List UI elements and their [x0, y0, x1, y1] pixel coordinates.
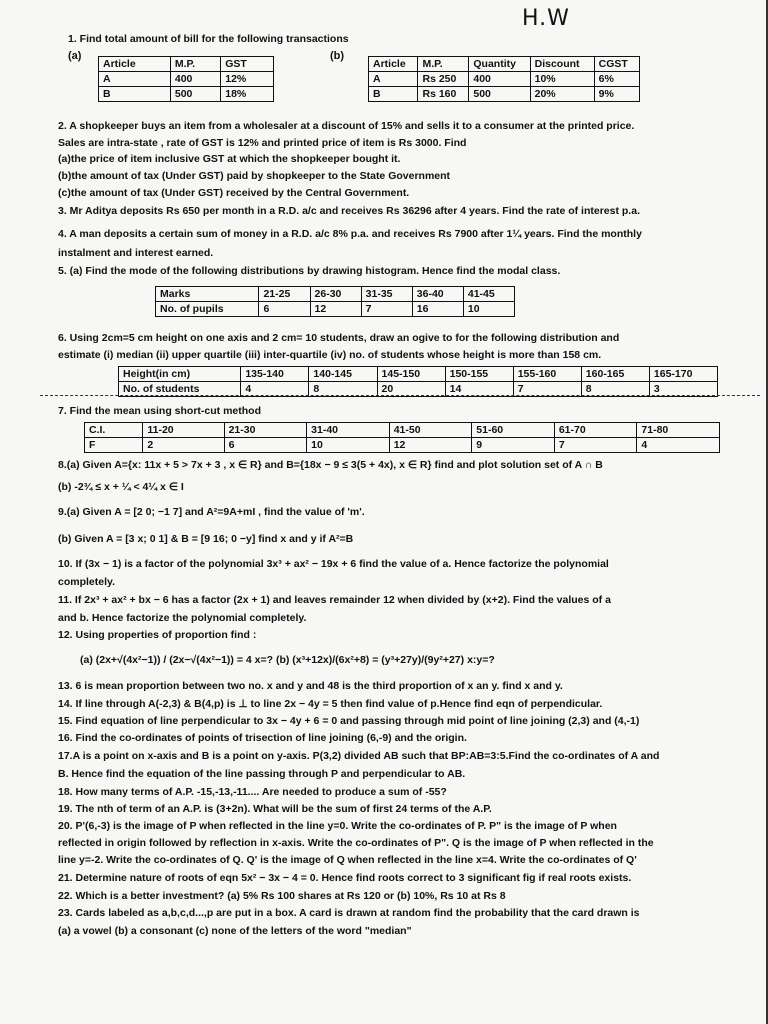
table-cell: 3 [649, 382, 717, 397]
table-cell: 9 [472, 438, 555, 453]
header-cell: Discount [530, 57, 594, 72]
table-cell: 31-35 [361, 287, 412, 302]
q17-line1: 17.A is a point on x-axis and B is a point on y-axis. P(3,2) divided AB such that BP:AB=3:5.Find the co-ordinates of A and [58, 750, 660, 762]
table-row [119, 367, 718, 382]
q1-title: 1. Find total amount of bill for the following transactions [68, 33, 349, 45]
table-cell: B [369, 87, 418, 102]
table-cell: No. of students [119, 382, 241, 397]
table-cell: 41-45 [463, 287, 514, 302]
q7-line: 7. Find the mean using short-cut method [58, 405, 262, 417]
table-cell: 21-30 [224, 423, 307, 438]
table-cell: 6% [594, 72, 639, 87]
q1a-table [98, 56, 274, 102]
q5-line: 5. (a) Find the mode of the following distributions by drawing histogram. Hence find the modal class. [58, 265, 561, 277]
table-cell: 12 [310, 302, 361, 317]
q20-line1: 20. P'(6,-3) is the image of P when reflected in the line y=0. Write the co-ordinates of P. P" is the image of P when [58, 820, 617, 832]
table-cell: 71-80 [637, 423, 720, 438]
q23-line2: (a) a vowel (b) a consonant (c) none of the letters of the word "median" [58, 925, 412, 937]
table-cell: 4 [637, 438, 720, 453]
table-cell: 36-40 [412, 287, 463, 302]
table-cell: 7 [554, 438, 637, 453]
table-cell: 26-30 [310, 287, 361, 302]
table-row [369, 72, 640, 87]
table-cell: 140-145 [309, 367, 377, 382]
q20-line2: reflected in origin followed by reflection in x-axis. Write the co-ordinates of P". Q is the image of P when reflected in the [58, 837, 654, 849]
ci-table [84, 422, 720, 453]
q3-line: 3. Mr Aditya deposits Rs 650 per month in a R.D. a/c and receives Rs 36296 after 4 years. Find the rate of interest p.a. [58, 205, 640, 217]
q12-parts: (a) (2x+√(4x²−1)) / (2x−√(4x²−1)) = 4 x=? (b) (x³+12x)/(6x²+8) = (y³+27y)/(9y²+27) x:y=? [80, 654, 495, 666]
table-row [85, 438, 720, 453]
table-cell: 14 [445, 382, 513, 397]
table-cell: 135-140 [241, 367, 309, 382]
marks-table [155, 286, 515, 317]
table-header-row [99, 57, 274, 72]
table-cell: 7 [513, 382, 581, 397]
table-cell: 155-160 [513, 367, 581, 382]
table-row [99, 72, 274, 87]
header-cell: Quantity [469, 57, 530, 72]
table-cell: 160-165 [581, 367, 649, 382]
table-cell: 6 [259, 302, 310, 317]
table-cell: 8 [309, 382, 377, 397]
table-cell: 145-150 [377, 367, 445, 382]
table-cell: F [85, 438, 143, 453]
q21-line: 21. Determine nature of roots of eqn 5x² − 3x − 4 = 0. Hence find roots correct to 3 significant fig if real roots exists. [58, 872, 632, 884]
table-cell: 400 [469, 72, 530, 87]
q10-line2: completely. [58, 576, 115, 588]
table-cell: B [99, 87, 171, 102]
q8-line1: 8.(a) Given A={x: 11x + 5 > 7x + 3 , x ∈ R} and B={18x − 9 ≤ 3(5 + 4x), x ∈ R} find and plot solution set of A ∩ B [58, 459, 603, 471]
table-cell: 4 [241, 382, 309, 397]
q19-line: 19. The nth of term of an A.P. is (3+2n). What will be the sum of first 24 terms of the A.P. [58, 803, 492, 815]
q11-line2: and b. Hence factorize the polynomial completely. [58, 612, 307, 624]
header-cell: Article [369, 57, 418, 72]
q22-line: 22. Which is a better investment? (a) 5% Rs 100 shares at Rs 120 or (b) 10%, Rs 10 at Rs 8 [58, 890, 506, 902]
header-cell: GST [221, 57, 274, 72]
table-cell: Rs 250 [418, 72, 469, 87]
table-cell: 10% [530, 72, 594, 87]
table-header-row [369, 57, 640, 72]
q4-line2: instalment and interest earned. [58, 247, 214, 259]
table-cell: 500 [469, 87, 530, 102]
table-cell: 12 [389, 438, 472, 453]
table-cell: 16 [412, 302, 463, 317]
q2-line3: (a)the price of item inclusive GST at which the shopkeeper bought it. [58, 153, 401, 165]
hw-heading: H.W [522, 6, 570, 31]
table-cell: 10 [307, 438, 390, 453]
header-cell: CGST [594, 57, 639, 72]
q10-line1: 10. If (3x − 1) is a factor of the polynomial 3x³ + ax² − 19x + 6 find the value of a. Hence factorize the polynomial [58, 558, 609, 570]
q23-line1: 23. Cards labeled as a,b,c,d...,p are put in a box. A card is drawn at random find the probability that the card drawn is [58, 907, 640, 919]
table-cell: 165-170 [649, 367, 717, 382]
table-cell: 400 [170, 72, 220, 87]
table-cell: 7 [361, 302, 412, 317]
q6-line1: 6. Using 2cm=5 cm height on one axis and 2 cm= 10 students, draw an ogive to for the following distribution and [58, 332, 620, 344]
table-cell: Rs 160 [418, 87, 469, 102]
q20-line3: line y=-2. Write the co-ordinates of Q. Q' is the image of Q when reflected in the line x=4. Write the co-ordinates of Q' [58, 854, 637, 866]
q8-line2: (b) -2¾ ≤ x + ¼ < 4¼ x ∈ I [58, 481, 184, 493]
q6-line2: estimate (i) median (ii) upper quartile (iii) inter-quartile (iv) no. of students whose height is more than 158 cm. [58, 349, 602, 361]
table-cell: 11-20 [143, 423, 224, 438]
table-cell: A [99, 72, 171, 87]
table-cell: 10 [463, 302, 514, 317]
table-cell: 20 [377, 382, 445, 397]
table-cell: A [369, 72, 418, 87]
q2-line5: (c)the amount of tax (Under GST) received by the Central Government. [58, 187, 410, 199]
table-cell: C.I. [85, 423, 143, 438]
q9-line1: 9.(a) Given A = [2 0; −1 7] and A²=9A+mI , find the value of 'm'. [58, 506, 365, 518]
q11-line1: 11. If 2x³ + ax² + bx − 6 has a factor (2x + 1) and leaves remainder 12 when divided by (x+2). Find the values of a [58, 594, 611, 606]
table-cell: 18% [221, 87, 274, 102]
table-cell: 12% [221, 72, 274, 87]
header-cell: Article [99, 57, 171, 72]
table-row [99, 87, 274, 102]
table-row [85, 423, 720, 438]
q2-line4: (b)the amount of tax (Under GST) paid by shopkeeper to the State Government [58, 170, 451, 182]
table-cell: 500 [170, 87, 220, 102]
q16-line: 16. Find the co-ordinates of points of trisection of line joining (6,-9) and the origin. [58, 732, 467, 744]
q12-line: 12. Using properties of proportion find : [58, 629, 257, 641]
q4-line1: 4. A man deposits a certain sum of money in a R.D. a/c 8% p.a. and receives Rs 7900 after 1¼ years. Find the monthly [58, 228, 642, 240]
table-cell: 20% [530, 87, 594, 102]
q17-line2: B. Hence find the equation of the line passing through P and perpendicular to AB. [58, 768, 466, 780]
q15-line: 15. Find equation of line perpendicular to 3x − 4y + 6 = 0 and passing through mid point of line joining (2,3) and (4,-1) [58, 715, 640, 727]
table-cell: 41-50 [389, 423, 472, 438]
table-row [156, 302, 515, 317]
q2-line1: 2. A shopkeeper buys an item from a wholesaler at a discount of 15% and sells it to a consumer at the printed price. [58, 120, 635, 132]
table-cell: 31-40 [307, 423, 390, 438]
table-row [369, 87, 640, 102]
table-row [156, 287, 515, 302]
table-cell: 51-60 [472, 423, 555, 438]
q1b-table [368, 56, 640, 102]
q14-line: 14. If line through A(-2,3) & B(4,p) is ⊥ to line 2x − 4y = 5 then find value of p.Hence find eqn of perpendicular. [58, 698, 603, 710]
header-cell: M.P. [170, 57, 220, 72]
height-table [118, 366, 718, 397]
table-cell: 6 [224, 438, 307, 453]
q2-line2: Sales are intra-state , rate of GST is 12% and printed price of item is Rs 3000. Find [58, 137, 467, 149]
table-cell: 8 [581, 382, 649, 397]
q13-line: 13. 6 is mean proportion between two no. x and y and 48 is the third proportion of x an y. find x and y. [58, 680, 563, 692]
table-cell: Height(in cm) [119, 367, 241, 382]
table-cell: 61-70 [554, 423, 637, 438]
table-cell: Marks [156, 287, 259, 302]
q1b-label: (b) [330, 50, 345, 62]
table-cell: 21-25 [259, 287, 310, 302]
header-cell: M.P. [418, 57, 469, 72]
table-cell: 150-155 [445, 367, 513, 382]
table-cell: No. of pupils [156, 302, 259, 317]
table-cell: 2 [143, 438, 224, 453]
dashed-rule [40, 395, 760, 396]
q9-line2: (b) Given A = [3 x; 0 1] & B = [9 16; 0 −y] find x and y if A²=B [58, 533, 354, 545]
q18-line: 18. How many terms of A.P. -15,-13,-11.... Are needed to produce a sum of -55? [58, 786, 447, 798]
table-cell: 9% [594, 87, 639, 102]
q1a-label: (a) [68, 50, 82, 62]
